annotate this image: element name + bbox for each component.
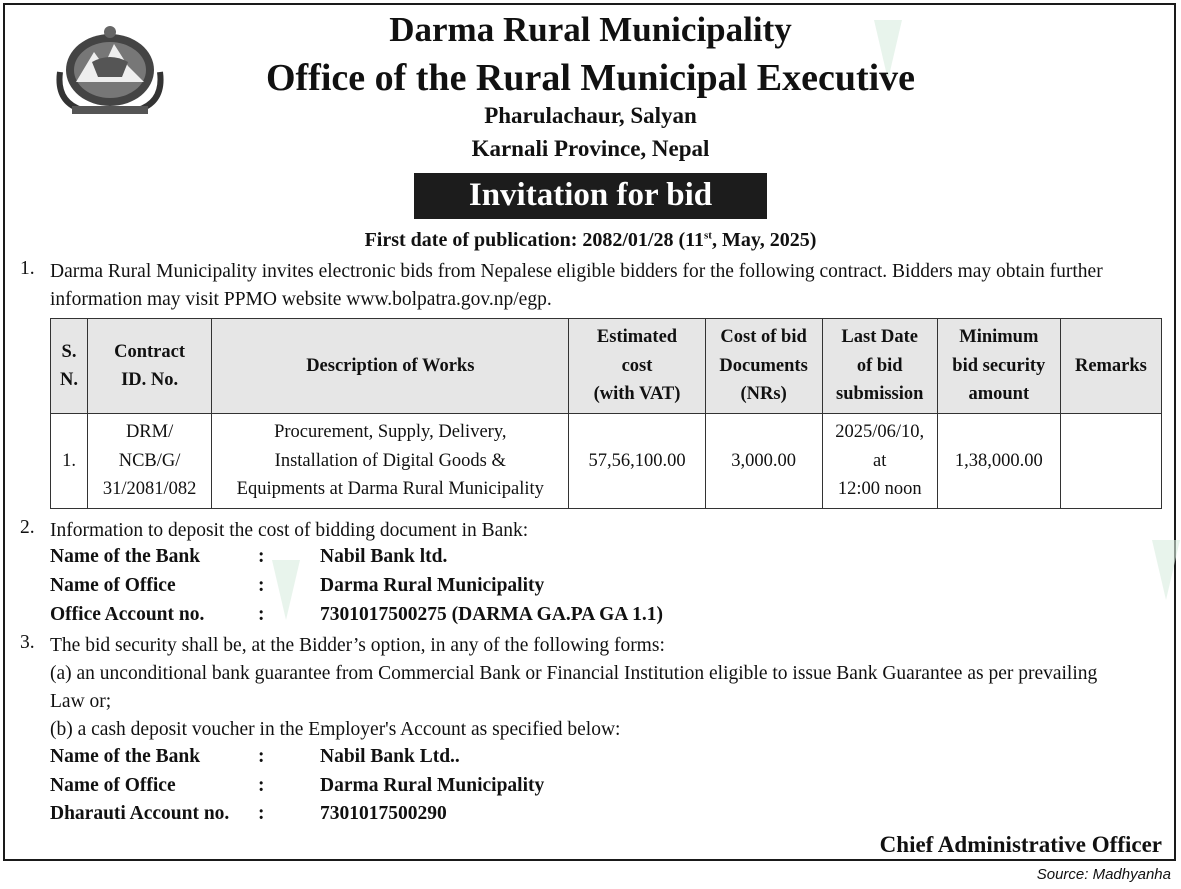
section1-text: Darma Rural Municipality invites electronic bids from Nepalese eligible bidders for the following contract. Bidders may obtain further information may visit PPMO website www.bolpatra.gov.np/egp. — [50, 261, 1103, 310]
section-number: 3. — [20, 632, 35, 653]
section3-option-a: (a) an unconditional bank guarantee from Commercial Bank or Financial Institution eligible to issue Bank Guarantee as per prevailing Law or; — [50, 663, 1098, 712]
invitation-banner: Invitation for bid — [414, 173, 767, 219]
address-line: Pharulachaur, Salyan — [484, 103, 697, 128]
table-header-row — [51, 319, 1162, 414]
section-number: 1. — [20, 258, 35, 279]
watermark-arrow-icon — [1152, 540, 1180, 600]
header-bid-security: Minimum bid security amount — [937, 319, 1060, 414]
header-remarks: Remarks — [1060, 319, 1161, 414]
section2-intro: Information to deposit the cost of bidding document in Bank: — [50, 520, 529, 541]
watermark-arrow-icon — [272, 560, 300, 620]
cell-remarks — [1060, 414, 1161, 509]
cell-doc-cost: 3,000.00 — [705, 414, 822, 509]
header-description: Description of Works — [212, 319, 569, 414]
cell-bid-security: 1,38,000.00 — [937, 414, 1060, 509]
office-title: Office of the Rural Municipal Executive — [265, 57, 916, 99]
cell-sn: 1. — [51, 414, 88, 509]
bid-table — [50, 318, 1162, 509]
header-doc-cost: Cost of bid Documents (NRs) — [705, 319, 822, 414]
cell-last-date: 2025/06/10, at 12:00 noon — [822, 414, 937, 509]
cell-description: Procurement, Supply, Delivery, Installation of Digital Goods & Equipments at Darma Rural Municipality — [212, 414, 569, 509]
source-credit: Source: Madhyanha — [1036, 866, 1171, 883]
table-row — [51, 414, 1162, 509]
section3-option-b: (b) a cash deposit voucher in the Employer's Account as specified below: — [50, 719, 621, 740]
header-sn: S. N. — [51, 319, 88, 414]
section-number: 2. — [20, 517, 35, 538]
header-estimated-cost: Estimated cost (with VAT) — [569, 319, 705, 414]
province-line: Karnali Province, Nepal — [471, 136, 710, 161]
publication-date: First date of publication: 2082/01/28 (11st, May, 2025) — [364, 229, 817, 251]
cell-estimated-cost: 57,56,100.00 — [569, 414, 705, 509]
section3-intro: The bid security shall be, at the Bidder’s option, in any of the following forms: — [50, 635, 665, 656]
cell-contract-id: DRM/ NCB/G/ 31/2081/082 — [88, 414, 212, 509]
signature-title: Chief Administrative Officer — [879, 832, 1162, 857]
header-last-date: Last Date of bid submission — [822, 319, 937, 414]
header-contract-id: Contract ID. No. — [88, 319, 212, 414]
municipality-title: Darma Rural Municipality — [389, 10, 792, 49]
